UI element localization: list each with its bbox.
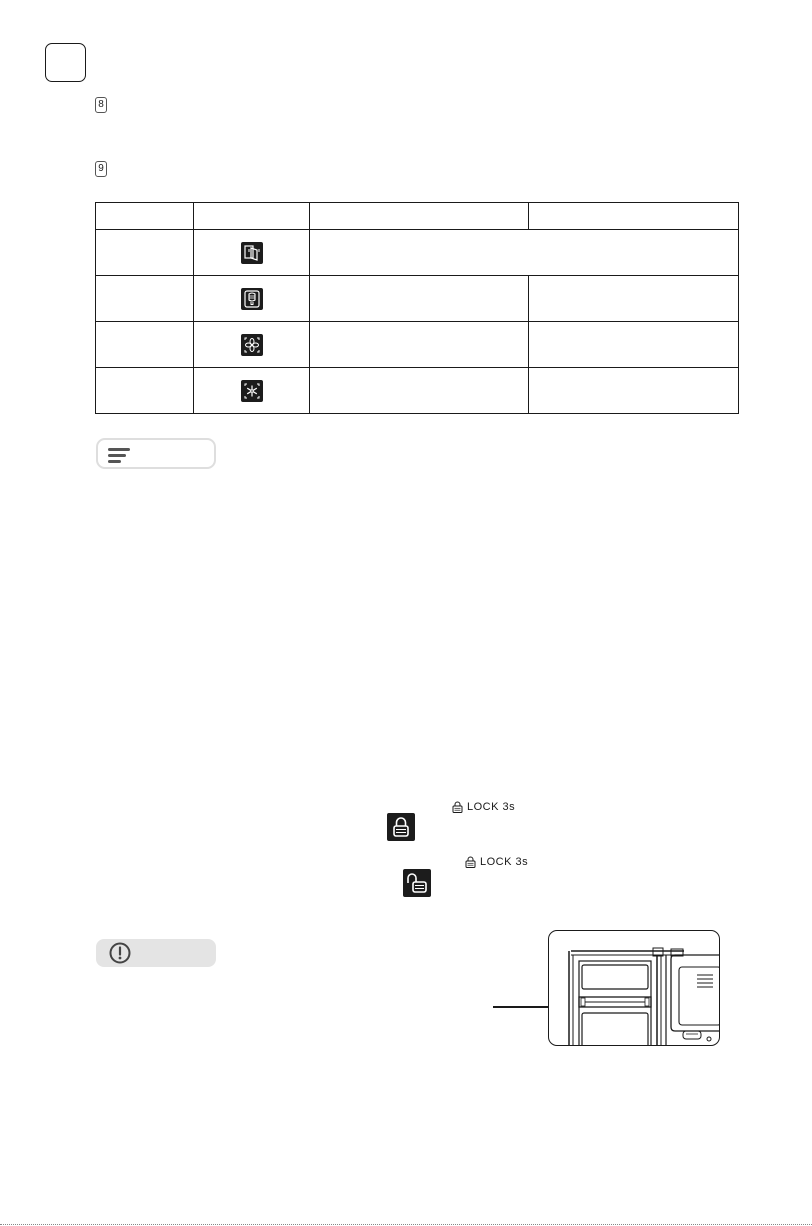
door-alarm-icon [241,242,263,264]
table-icon-cell [194,322,310,368]
fridge-drawing [549,931,720,1046]
table-cell [96,368,194,414]
page-trim-line [0,1224,812,1225]
light-bulb-icon [241,288,263,310]
table-cell [529,276,739,322]
lock-hint-2 [465,855,528,869]
table-icon-cell [194,368,310,414]
table-icon-cell [194,276,310,322]
table-row [96,322,739,368]
table-cell [96,322,194,368]
note-pill [96,438,216,469]
padlock-icon [452,801,463,813]
step-number-badge: 9 [95,161,107,177]
lock-label: LOCK 3s [467,801,516,813]
locked-icon [387,813,415,841]
table-cell [529,322,739,368]
table-cell-merged [310,230,739,276]
table-cell [96,276,194,322]
exclamation-icon [108,941,132,965]
table-cell [529,368,739,414]
snowflake-icon [241,380,263,402]
table-header-row [96,203,739,230]
table-cell [310,276,529,322]
fridge-interior-illustration [548,930,720,1046]
table-cell [310,322,529,368]
table-cell [96,230,194,276]
table-icon-cell [194,230,310,276]
padlock-icon [465,856,476,868]
table-header-cell [310,203,529,230]
table-cell [310,368,529,414]
table-header-cell [529,203,739,230]
table-row [96,230,739,276]
table-header-cell [194,203,310,230]
lock-label: LOCK 3s [480,856,529,868]
step-number-badge: 8 [95,97,107,113]
note-icon [108,448,130,466]
fan-icon [241,334,263,356]
lock-hint-1 [452,800,515,814]
caution-pill [96,939,216,967]
unlocked-icon [403,869,431,897]
table-header-cell [96,203,194,230]
function-table [95,202,739,414]
section-badge [45,43,86,82]
table-row [96,276,739,322]
table-row [96,368,739,414]
